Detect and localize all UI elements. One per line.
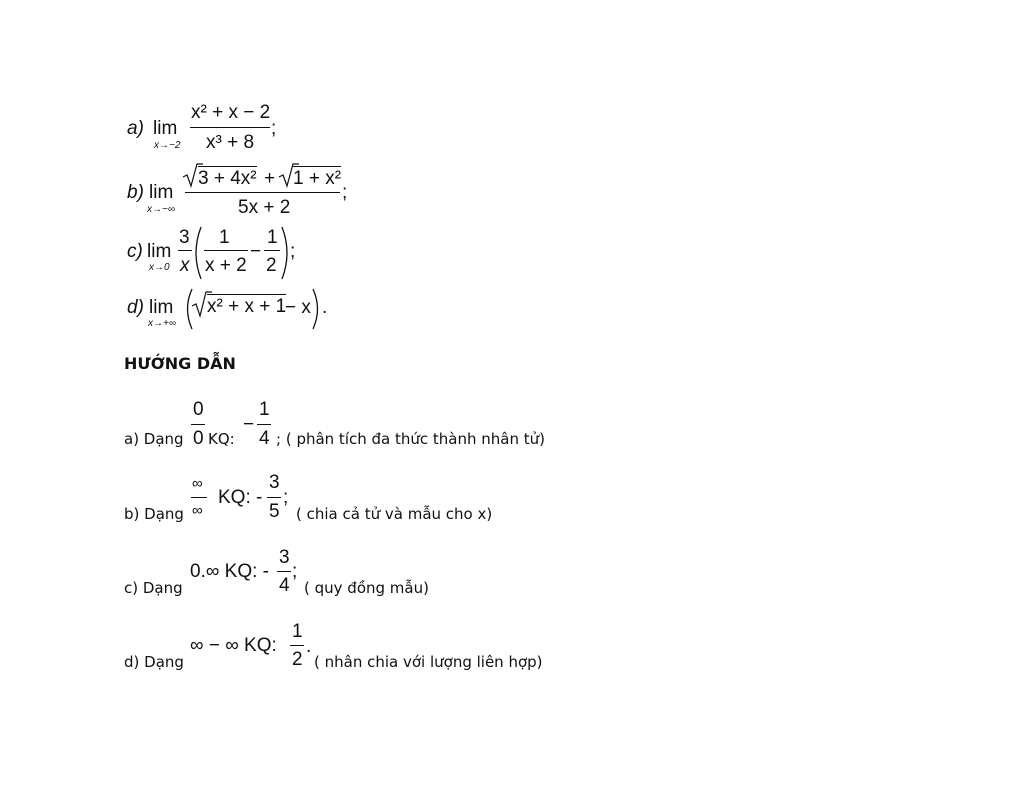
problem-a-num: x² + x − 2 xyxy=(191,102,271,123)
problem-d-sub: x→+∞ xyxy=(148,318,176,329)
answer-a-kq: KQ: xyxy=(208,430,235,448)
answer-d-prefix: d) Dạng xyxy=(124,653,184,671)
answer-d-ans-num: 1 xyxy=(292,621,303,642)
answer-d-ans-bar xyxy=(290,645,304,646)
answer-c-form: 0.∞ KQ: - xyxy=(190,561,270,582)
answer-b-form-den: ∞ xyxy=(192,502,203,519)
answer-d-ans-den: 2 xyxy=(292,649,303,670)
problem-b-num-b: 1 + x² xyxy=(293,168,342,189)
problem-a-label: a) xyxy=(127,118,144,139)
problem-a-sub: x→−2 xyxy=(154,140,181,151)
problem-c-end: ; xyxy=(290,241,296,262)
section-heading: HƯỚNG DẪN xyxy=(124,354,236,373)
problem-d-tail: − x xyxy=(285,297,311,318)
problem-b-sub: x→−∞ xyxy=(147,204,175,215)
answer-b-ans-bar xyxy=(267,497,281,498)
problem-b-num-a: 3 + 4x² xyxy=(198,168,257,189)
problem-c-f1-num: 3 xyxy=(179,227,190,248)
answer-b-end: ; xyxy=(283,487,289,508)
problem-c-sub: x→0 xyxy=(149,262,170,273)
answer-a-form-bar xyxy=(191,424,205,425)
answer-b-form-bar xyxy=(191,497,207,498)
problem-c-label: c) xyxy=(127,241,143,262)
answer-c-note: ( quy đồng mẫu) xyxy=(304,579,429,597)
answer-b-form-num: ∞ xyxy=(192,475,203,492)
problem-b-label: b) xyxy=(127,182,144,203)
answer-a-ans-bar xyxy=(257,424,271,425)
answer-d-form: ∞ − ∞ KQ: xyxy=(190,635,277,656)
answer-a-sign: − xyxy=(243,414,255,435)
answer-d-end: . xyxy=(306,636,312,657)
problem-b-den: 5x + 2 xyxy=(238,197,291,218)
answer-b-kq: KQ: - xyxy=(218,487,263,508)
answer-b-ans-den: 5 xyxy=(269,501,280,522)
problem-c-f1-den: x xyxy=(180,255,190,276)
problem-b-fraction-bar xyxy=(185,192,340,193)
problem-a-end: ; xyxy=(271,118,277,139)
answer-c-prefix: c) Dạng xyxy=(124,579,183,597)
problem-c-f3-bar xyxy=(264,250,280,251)
problem-c-f3-num: 1 xyxy=(267,227,278,248)
problem-d-end: . xyxy=(322,297,328,318)
problem-b-plus: + xyxy=(264,168,276,189)
answer-b-ans-num: 3 xyxy=(269,472,280,493)
problem-d-label: d) xyxy=(127,297,144,318)
answer-d-note: ( nhân chia với lượng liên hợp) xyxy=(314,653,543,671)
problem-b-end: ; xyxy=(342,182,348,203)
problem-c-f2-bar xyxy=(204,250,248,251)
problem-c-f2-den: x + 2 xyxy=(205,255,247,276)
answer-a-ans-den: 4 xyxy=(259,428,270,449)
answer-a-note: ; ( phân tích đa thức thành nhân tử) xyxy=(276,430,545,448)
problem-b-lim: lim xyxy=(149,182,174,203)
answer-c-ans-den: 4 xyxy=(279,575,290,596)
problem-c-minus: − xyxy=(250,241,262,262)
problem-a-den: x³ + 8 xyxy=(206,132,255,153)
problem-a-fraction-bar xyxy=(190,127,270,128)
left-paren-icon xyxy=(190,226,204,280)
problem-a-lim: lim xyxy=(153,118,178,139)
answer-c-ans-bar xyxy=(277,571,291,572)
problem-d-lim: lim xyxy=(149,297,174,318)
answer-b-prefix: b) Dạng xyxy=(124,505,184,523)
problem-c-f3-den: 2 xyxy=(266,255,277,276)
answer-c-end: ; xyxy=(292,561,298,582)
answer-a-form-den: 0 xyxy=(193,428,204,449)
answer-c-ans-num: 3 xyxy=(279,547,290,568)
problem-c-f2-num: 1 xyxy=(219,227,230,248)
answer-b-note: ( chia cả tử và mẫu cho x) xyxy=(296,505,493,523)
problem-d-radicand: x² + x + 1 xyxy=(207,296,287,317)
answer-a-prefix: a) Dạng xyxy=(124,430,184,448)
answer-a-ans-num: 1 xyxy=(259,399,270,420)
answer-a-form-num: 0 xyxy=(193,399,204,420)
problem-c-lim: lim xyxy=(147,241,172,262)
